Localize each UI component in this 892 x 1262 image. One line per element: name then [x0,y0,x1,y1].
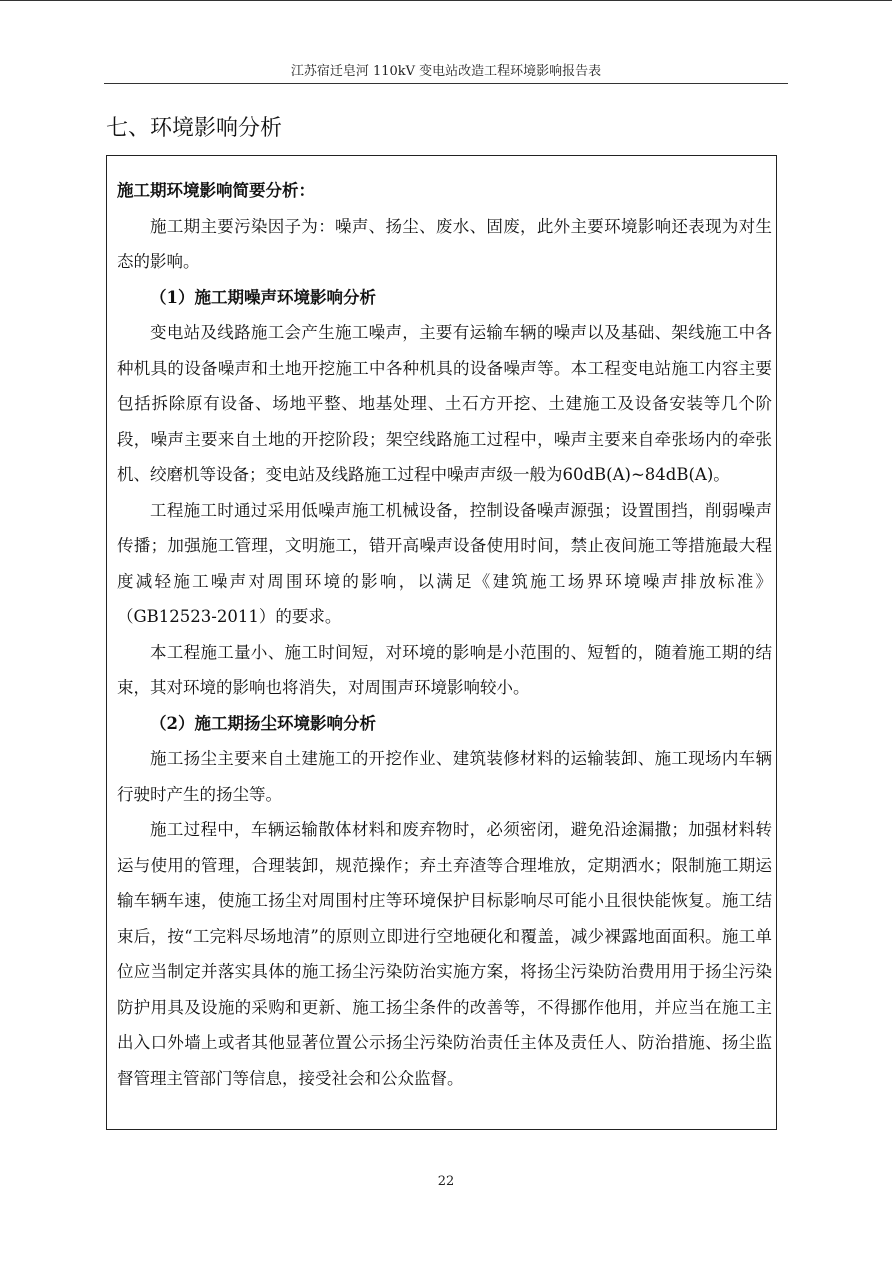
content-body [117,173,772,1096]
header-rule [104,83,788,84]
noise-paragraph-measures: 工程施工时通过采用低噪声施工机械设备，控制设备噪声源强；设置围挡，削弱噪声传播；加强施工管理，文明施工，错开高噪声设备使用时间，禁止夜间施工等措施最大程度减轻施工噪声对周围环境的影响，以满足《建筑施工场界环境噪声排放标准》（GB12523-2011）的要求。 [117,500,772,626]
dust-analysis-heading: （2）施工期扬尘环境影响分析 [150,713,376,733]
noise-analysis-heading: （1）施工期噪声环境影响分析 [150,287,376,307]
running-header: 江苏宿迁皂河 110kV 变电站改造工程环境影响报告表 [290,64,602,79]
content-box [106,155,777,1130]
noise-paragraph-sources: 变电站及线路施工会产生施工噪声，主要有运输车辆的噪声以及基础、架线施工中各种机具的设备噪声和土地开挖施工中各种机具的设备噪声等。本工程变电站施工内容主要包括拆除原有设备、场地平整、地基处理、土石方开挖、土建施工及设备安装等几个阶段，噪声主要来自土地的开挖阶段；架空线路施工过程中，噪声主要来自牵张场内的牵张机、绞磨机等设备；变电站及线路施工过程中噪声声级一般为60dB(A)~84dB(A)。 [117,323,772,484]
page-top-border [0,0,892,1]
construction-impact-heading: 施工期环境影响简要分析： [117,181,315,200]
noise-paragraph-conclusion: 本工程施工量小、施工时间短，对环境的影响是小范围的、短暂的，随着施工期的结束，其对环境的影响也将消失，对周围声环境影响较小。 [117,642,772,697]
page-number: 22 [437,1174,455,1189]
dust-paragraph-measures: 施工过程中，车辆运输散体材料和废弃物时，必须密闭，避免沿途漏撒；加强材料转运与使用的管理，合理装卸，规范操作；弃土弃渣等合理堆放，定期洒水；限制施工期运输车辆车速，使施工扬尘对周围村庄等环境保护目标影响尽可能小且很快能恢复。施工结束后，按“工完料尽场地清”的原则立即进行空地硬化和覆盖，减少裸露地面面积。施工单位应当制定并落实具体的施工扬尘污染防治实施方案，将扬尘污染防治费用用于扬尘污染防护用具及设施的采购和更新、施工扬尘条件的改善等，不得挪作他用，并应当在施工主出入口外墙上或者其他显著位置公示扬尘污染防治责任主体及责任人、防治措施、扬尘监督管理主管部门等信息，接受社会和公众监督。 [117,820,772,1088]
dust-paragraph-sources: 施工扬尘主要来自土建施工的开挖作业、建筑装修材料的运输装卸、施工现场内车辆行驶时产生的扬尘等。 [117,749,772,804]
section-title: 七、环境影响分析 [106,116,283,141]
intro-paragraph: 施工期主要污染因子为：噪声、扬尘、废水、固废，此外主要环境影响还表现为对生态的影响。 [117,216,772,271]
